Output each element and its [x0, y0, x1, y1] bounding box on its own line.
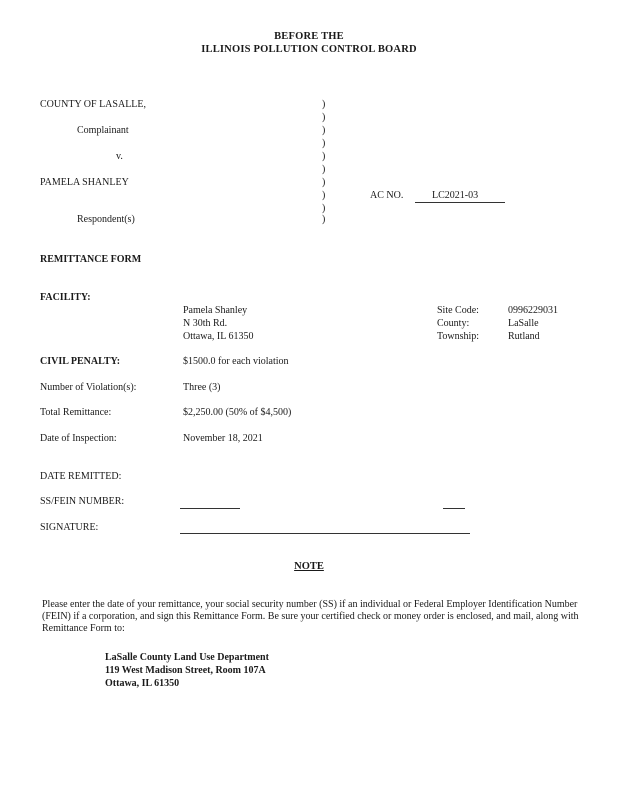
county-value: LaSalle — [508, 318, 539, 329]
mail-to-line-3: Ottawa, IL 61350 — [105, 678, 180, 689]
caption-paren: ) — [322, 203, 326, 214]
note-body: Please enter the date of your remittance, your social security number (SS) if an individual or Federal Employer Identification Number (FEIN) if a corporation, and sign this Remittance Form. Be sure your certified check or money order is enclosed, and mail, along with Remittance Form to: — [42, 599, 579, 634]
mail-to-line-2: 119 West Madison Street, Room 107A — [105, 665, 266, 676]
ac-number-label: AC NO. — [370, 190, 404, 201]
total-remittance-label: Total Remittance: — [40, 407, 112, 418]
violations-value: Three (3) — [183, 382, 221, 393]
respondent-name: PAMELA SHANLEY — [40, 177, 129, 188]
mail-to-line-1: LaSalle County Land Use Department — [105, 652, 269, 663]
caption-paren: ) — [322, 190, 326, 201]
total-remittance-value: $2,250.00 (50% of $4,500) — [183, 407, 292, 418]
caption-paren: ) — [322, 125, 326, 136]
ss-fein-label: SS/FEIN NUMBER: — [40, 496, 125, 507]
inspection-date-label: Date of Inspection: — [40, 433, 117, 444]
ac-number-value: LC2021-03 — [432, 190, 479, 201]
complainant-name: COUNTY OF LASALLE, — [40, 99, 147, 110]
date-remitted-label: DATE REMITTED: — [40, 471, 122, 482]
facility-address-line-1: Pamela Shanley — [183, 305, 248, 316]
facility-address-line-2: N 30th Rd. — [183, 318, 228, 329]
township-value: Rutland — [508, 331, 540, 342]
township-label: Township: — [437, 331, 480, 342]
caption-paren: ) — [322, 138, 326, 149]
civil-penalty-value: $1500.0 for each violation — [183, 356, 289, 367]
caption-paren: ) — [322, 214, 326, 225]
facility-label: FACILITY: — [40, 292, 91, 303]
inspection-date-value: November 18, 2021 — [183, 433, 263, 444]
ac-number-underline — [415, 202, 505, 203]
county-label: County: — [437, 318, 470, 329]
caption-paren: ) — [322, 99, 326, 110]
violations-label: Number of Violation(s): — [40, 382, 137, 393]
note-title: NOTE — [294, 561, 324, 572]
form-title: REMITTANCE FORM — [40, 254, 142, 265]
signature-line[interactable] — [180, 533, 470, 534]
caption-paren: ) — [322, 164, 326, 175]
header-line-2: ILLINOIS POLLUTION CONTROL BOARD — [201, 44, 417, 55]
facility-address-line-3: Ottawa, IL 61350 — [183, 331, 254, 342]
signature-label: SIGNATURE: — [40, 522, 99, 533]
complainant-role: Complainant — [77, 125, 129, 136]
ss-fein-line[interactable] — [180, 508, 240, 509]
civil-penalty-label: CIVIL PENALTY: — [40, 356, 121, 367]
site-code-label: Site Code: — [437, 305, 479, 316]
caption-paren: ) — [322, 112, 326, 123]
header-line-1: BEFORE THE — [274, 31, 344, 42]
site-code-value: 0996229031 — [508, 305, 558, 316]
caption-paren: ) — [322, 151, 326, 162]
caption-paren: ) — [322, 177, 326, 188]
respondent-role: Respondent(s) — [77, 214, 135, 225]
ss-fein-line-end[interactable] — [443, 508, 465, 509]
versus-text: v. — [116, 151, 123, 162]
